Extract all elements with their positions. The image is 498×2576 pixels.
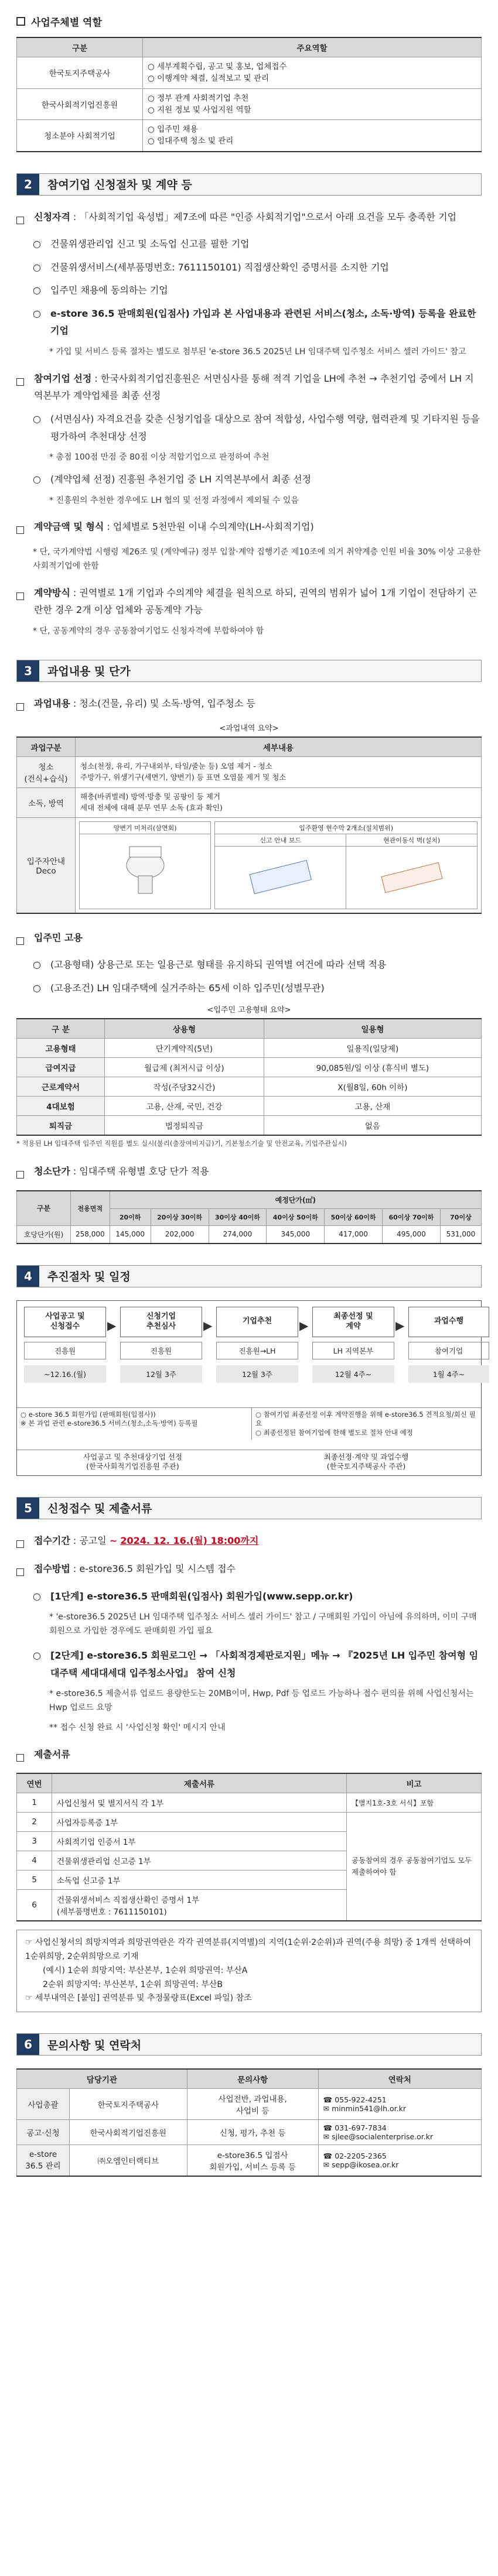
step-title: 사업공고 및 신청접수 — [24, 1307, 106, 1337]
note: ☞ 세부내역은 [붙임] 권역분류 및 추정물량표(Excel 파일) 참조 — [25, 1993, 252, 2003]
cell: 6 — [17, 1890, 52, 1921]
task-kind: 청소 (건식+습식) — [17, 757, 76, 788]
step-owner: 진흥원 — [24, 1342, 106, 1359]
col-head: 상용형 — [105, 1019, 264, 1039]
text: 「사회적기업 육성법」제7조에 따른 "인증 사회적기업"으로서 아래 요건을 모두 충족한 기업 — [79, 211, 457, 222]
cell: 월급제 (최저시급 이상) — [105, 1058, 264, 1077]
table-row — [17, 1813, 482, 1832]
role-item: 입주민 채용 — [157, 125, 198, 134]
cell: 단기계약직(5년) — [105, 1039, 264, 1058]
note: * 총점 100점 만점 중 80점 이상 적합기업으로 판정하여 추천 — [49, 453, 270, 463]
note: ○ e-store 36.5 회원가입 (판매회원(입점사)) ※ 본 과업 관련 e-store36.5 서비스(청소,소독·방역) 등록필 — [21, 1410, 198, 1428]
cell: e-store36.5 입점사 회원가입, 서비스 등록 등 — [187, 2145, 318, 2177]
list-item: ○ (계약업체 선정) 진흥원 추천기업 중 LH 지역본부에서 최종 선정 — [16, 471, 482, 488]
section-4-header — [16, 1265, 482, 1287]
docs-table — [16, 1773, 482, 1921]
label: 과업내용 — [34, 697, 70, 709]
text: 임대주택 유형별 호당 단가 적용 — [79, 1166, 209, 1177]
cell: 90,085원/일 이상 (휴식비 별도) — [264, 1058, 481, 1077]
remark: 【별지1호-3호 서식】포함 — [347, 1793, 482, 1813]
role-org: 청소분야 사회적기업 — [17, 120, 143, 152]
list-item: ○ [1단계] e-store36.5 판매회원(입점사) 회원가입(www.sepp.or.kr) — [16, 1588, 482, 1605]
list-item: ○ e-store 36.5 판매회원(입점사) 가입과 본 사업내용과 관련된 서비스(청소, 소독·방역) 등록을 완료한 기업 — [16, 305, 482, 340]
deco-sublabel: 신고 안내 보드 — [215, 834, 346, 847]
table-row — [17, 57, 482, 89]
checkbox-square-icon — [16, 592, 24, 600]
text: 권역별로 1개 기업과 수의계약 체결을 원칙으로 하되, 권역의 범위가 넓어 1개 기업이 전담하기 곤란한 경우 2개 이상 업체와 공동계약 가능 — [34, 587, 477, 616]
role-item: 지원 정보 및 사업지원 역할 — [157, 105, 251, 115]
process-step — [312, 1307, 394, 1383]
roles-col-org: 구분 — [17, 37, 143, 57]
price-cell: 417,000 — [325, 1225, 383, 1244]
price-cell: 531,000 — [440, 1225, 481, 1244]
cell: 건물위생서비스 직접생산확인 증명서 1부 (세부품명번호 : 7611150101) — [52, 1890, 347, 1921]
arrow-right-icon: ▶ — [299, 1318, 309, 1332]
task-detail: 해충(바퀴벌레) 방역·방충 및 곰팡이 등 제거 세대 전체에 대해 분무 연무 소독 (효과 확인) — [76, 788, 482, 818]
cell: 한국토지주택공사 — [70, 2089, 187, 2120]
price-cell: 345,000 — [267, 1225, 325, 1244]
cell: 3 — [17, 1832, 52, 1851]
item-text: e-store 36.5 판매회원(입점사) 가입과 본 사업내용과 관련된 서비스(청소, 소독·방역) 등록을 완료한 기업 — [50, 307, 476, 337]
role-list: ○ 세부계획수립, 공고 및 홍보, 업체접수 ○ 이행계약 체결, 실적보고 및 관리 — [143, 57, 482, 89]
s5-method: 접수방법 : e-store36.5 회원가입 및 시스템 접수 — [16, 1560, 482, 1582]
label: 접수기간 — [34, 1534, 70, 1546]
col-head: 예정단가(㎡) — [110, 1191, 481, 1209]
checkbox-square-icon — [16, 703, 24, 711]
note: * 단, 공동계약의 경우 공동참여기업도 신청자격에 부합하여야 함 — [33, 626, 264, 636]
section-title: 추진절차 및 일정 — [47, 1270, 131, 1284]
checkbox-square-icon — [16, 17, 25, 26]
table-row — [17, 788, 482, 818]
text: e-store36.5 회원가입 및 시스템 접수 — [79, 1563, 236, 1575]
cell: 건물위생관리업 신고증 1부 — [52, 1851, 347, 1871]
s5-docs — [16, 1746, 482, 1767]
deco-item — [214, 821, 477, 909]
roles-table — [16, 37, 482, 152]
col-head: 세부내용 — [76, 737, 482, 757]
text: 한국사회적기업진흥원은 서면심사를 통해 적격 기업을 LH에 추천 → 추천기업 중에서 LH 지역본부가 계약업체를 최종 선정 — [34, 372, 474, 402]
cell: X(월8일, 60h 이하) — [264, 1077, 481, 1097]
table-row — [17, 1058, 482, 1077]
label: 청소단가 — [34, 1166, 70, 1177]
contact-table — [16, 2068, 482, 2177]
process-notes — [17, 1407, 481, 1437]
table-row — [17, 2120, 482, 2145]
checkbox-square-icon — [16, 378, 24, 386]
role-item: 정부 관계 사회적기업 추천 — [157, 93, 249, 103]
s5-period: 접수기간 : 공고일 ~ 2024. 12. 16.(월) 18:00까지 — [16, 1532, 482, 1554]
task-detail: 청소(천정, 유리, 가구내외부, 타일/줄눈 등) 오염 제거 - 청소 주방가구, 위생기구(세면기, 양변기) 등 표면 오염물 제거 및 청소 — [76, 757, 482, 788]
role-list: ○ 입주민 채용 ○ 임대주택 청소 및 관리 — [143, 120, 482, 152]
table-row — [17, 88, 482, 120]
step-title: 기업추천 — [216, 1307, 298, 1337]
organizer: 최종선정·계약 및 과업수행 (한국토지주택공사 주관) — [323, 1452, 409, 1471]
item-text: (고용형태) 상용근로 또는 일용근로 형태를 유지하되 권역별 여건에 따라 선택 적용 — [50, 959, 387, 971]
text: 청소(건물, 유리) 및 소독·방역, 입주청소 등 — [79, 697, 255, 709]
contact-info[interactable]: ☎ 055-922-4251 ✉ minmin541@lh.or.kr — [318, 2089, 481, 2120]
organizer: 사업공고 및 추천대상기업 선정 (한국사회적기업진흥원 주관) — [83, 1452, 182, 1471]
process-step — [120, 1307, 202, 1383]
cell: 5 — [17, 1871, 52, 1890]
note: * 진흥원의 추천한 경우에도 LH 협의 및 선정 과정에서 제외될 수 있음 — [49, 495, 299, 505]
table-row — [17, 1793, 482, 1813]
list-item: ○ (고용형태) 상용근로 또는 일용근로 형태를 유지하되 권역별 여건에 따라 선택 적용 — [16, 956, 482, 974]
size-head: 40이상 50이하 — [267, 1208, 325, 1225]
section-number: 2 — [17, 174, 39, 195]
s3-price: 청소단가 : 임대주택 유형별 호당 단가 적용 — [16, 1163, 482, 1184]
cell: 한국사회적기업진흥원 — [70, 2120, 187, 2145]
cell: 고용, 산재, 국민, 건강 — [105, 1097, 264, 1116]
price-cell: 258,000 — [71, 1225, 110, 1244]
table-caption: <입주민 고용형태 요약> — [207, 1006, 291, 1015]
size-head: 20이상 30이하 — [151, 1208, 209, 1225]
cell: 소독업 신고증 1부 — [52, 1871, 347, 1890]
list-item: ○ 입주민 채용에 동의하는 기업 — [16, 282, 482, 299]
arrow-right-icon: ▶ — [203, 1318, 213, 1332]
process-diagram — [16, 1300, 482, 1476]
table-row — [17, 757, 482, 788]
step-owner: 진흥원→LH — [216, 1342, 298, 1359]
note: * 'e-store36.5 2025년 LH 임대주택 입주청소 서비스 셀러 가이드' 참고 / 구매회원 가입이 아님에 유의하며, 이미 구매회원으로 가입한 경우에도 판매회원 가입 필요 — [49, 1612, 477, 1636]
cell: 근로계약서 — [17, 1077, 105, 1097]
note: (예시) 1순위 희망지역: 부산본부, 1순위 희망권역: 부산A — [43, 1965, 248, 1975]
table-row — [17, 120, 482, 152]
note: ** 접수 신청 완료 시 '사업신청 확인' 메시지 안내 — [49, 1722, 226, 1732]
section-title: 과업내용 및 단가 — [47, 665, 131, 679]
checkbox-square-icon — [16, 217, 24, 224]
price-cell: 145,000 — [110, 1225, 151, 1244]
cell: ㈜오엠인터랙티브 — [70, 2145, 187, 2177]
note: * e-store36.5 제출서류 업로드 용량한도는 20MB이며, Hwp, Pdf 등 업로드 가능하나 접수 편의를 위해 사업신청서는 Hwp 업로드 요망 — [49, 1689, 474, 1712]
size-head: 70이상 — [440, 1208, 481, 1225]
note: * 단, 국가계약법 시행령 제26조 및 (계약예규) 정부 입찰·계약 집행기준 제10조에 의거 취약계층 인원 비율 30% 이상 고용한 사회적기업에 한함 — [33, 547, 481, 571]
table-row — [17, 1116, 482, 1136]
task-kind: 소독, 방역 — [17, 788, 76, 818]
section-5-header — [16, 1497, 482, 1519]
section-title: 신청접수 및 제출서류 — [47, 1502, 152, 1516]
cell: 공고·신청 — [17, 2120, 70, 2145]
col-head: 일용형 — [264, 1019, 481, 1039]
item-text: [1단계] e-store36.5 판매회원(입점사) 회원가입(www.sepp.or.kr) — [50, 1590, 353, 1602]
table-row — [17, 2145, 482, 2177]
cell: 법정퇴직금 — [105, 1116, 264, 1136]
step-date: 12월 3주 — [120, 1365, 202, 1383]
item-text: 건물위생서비스(세부품명번호: 7611150101) 직접생산확인 증명서를 소지한 기업 — [50, 261, 389, 273]
cell: 사업자등록증 1부 — [52, 1813, 347, 1832]
cell: 일용직(일당제) — [264, 1039, 481, 1058]
cell: 2 — [17, 1813, 52, 1832]
step-title: 과업수행 — [408, 1307, 489, 1337]
roles-col-role: 주요역할 — [143, 37, 482, 57]
cell: 4 — [17, 1851, 52, 1871]
table-row — [17, 1039, 482, 1058]
table-caption: <과업내역 요약> — [219, 724, 279, 734]
price-table — [16, 1190, 482, 1244]
checkbox-square-icon — [16, 937, 24, 945]
deadline: 2024. 12. 16.(월) 18:00까지 — [120, 1534, 259, 1546]
cell: 고용, 산재 — [264, 1097, 481, 1116]
table-row — [17, 817, 482, 913]
section-title: 참여기업 신청절차 및 계약 등 — [47, 179, 192, 191]
section-2-header — [16, 173, 482, 196]
cell: 사업전반, 과업내용, 사업비 등 — [187, 2089, 318, 2120]
process-step — [24, 1307, 106, 1383]
role-item: 이행계약 체결, 실적보고 및 관리 — [157, 74, 270, 84]
step-title: 최종선정 및 계약 — [312, 1307, 394, 1337]
s3-task: 과업내용 : 청소(건물, 유리) 및 소독·방역, 입주청소 등 — [16, 695, 482, 717]
item-text: 건물위생관리업 신고 및 소독업 신고를 필한 기업 — [50, 238, 250, 250]
col-head: 연번 — [17, 1773, 52, 1793]
cell: 1 — [17, 1793, 52, 1813]
role-item: 세부계획수립, 공고 및 홍보, 업체접수 — [157, 62, 287, 71]
cell: e-store 36.5 관리 — [17, 2145, 70, 2177]
task-kind: 입주자안내 Deco — [17, 817, 76, 913]
list-item: ○ (서면심사) 자격요건을 갖춘 신청기업을 대상으로 참여 적합성, 사업수행 역량, 협력관계 및 기타지원 등을 평가하여 추천대상 선정 — [16, 410, 482, 445]
section-number: 6 — [17, 2034, 39, 2055]
step-owner: 진흥원 — [120, 1342, 202, 1359]
employment-table — [16, 1018, 482, 1136]
cell: 사회적기업 인증서 1부 — [52, 1832, 347, 1851]
process-organizers — [17, 1450, 481, 1475]
label: 계약금액 및 형식 — [34, 521, 104, 533]
step-owner: 참여기업 — [408, 1342, 489, 1359]
list-item: ○ 건물위생관리업 신고 및 소독업 신고를 필한 기업 — [16, 235, 482, 253]
cell: 고용형태 — [17, 1039, 105, 1058]
deco-label: 입주환영 현수막 2개소(설치범위) — [215, 822, 477, 834]
label: 입주민 고용 — [34, 931, 83, 943]
item-text: (계약업체 선정) 진흥원 추천기업 중 LH 지역본부에서 최종 선정 — [50, 474, 312, 485]
item-text: 입주민 채용에 동의하는 기업 — [50, 285, 168, 296]
arrow-right-icon: ▶ — [107, 1318, 117, 1332]
arrow-right-icon: ▶ — [395, 1318, 405, 1332]
section-6-header — [16, 2033, 482, 2056]
deco-item — [79, 821, 211, 909]
process-step — [408, 1307, 489, 1383]
list-item: ○ (고용조건) LH 임대주택에 실거주하는 65세 이하 입주민(성별무관) — [16, 979, 482, 997]
table-row — [17, 1097, 482, 1116]
price-cell: 495,000 — [383, 1225, 441, 1244]
col-head: 비고 — [347, 1773, 482, 1793]
col-head: 제출서류 — [52, 1773, 347, 1793]
deco-label: 양변기 미처리(삼면회) — [80, 822, 210, 834]
col-head: 전용면적 — [71, 1191, 110, 1226]
checkbox-square-icon — [16, 1754, 24, 1762]
col-head: 문의사항 — [187, 2069, 318, 2089]
label: 참여기업 선정 — [34, 372, 92, 384]
section-number: 5 — [17, 1498, 39, 1519]
col-head: 연락처 — [318, 2069, 481, 2089]
deco-cell — [76, 817, 482, 913]
checkbox-square-icon — [16, 1568, 24, 1576]
section-title: 문의사항 및 연락처 — [47, 2039, 142, 2052]
role-item: 임대주택 청소 및 관리 — [157, 136, 234, 146]
deco-sublabel: 현관이동식 벽(설치) — [346, 834, 477, 847]
section-number: 4 — [17, 1266, 39, 1287]
price-cell: 202,000 — [151, 1225, 209, 1244]
price-cell: 274,000 — [209, 1225, 267, 1244]
s2-contract-amount: 계약금액 및 형식 : 업체별로 5천만원 이내 수의계약(LH-사회적기업) — [16, 518, 482, 540]
note: 2순위 희망지역: 부산본부, 1순위 희망권역: 부산B — [43, 1979, 223, 1989]
process-step — [216, 1307, 298, 1383]
toilet-image — [80, 834, 210, 909]
label: 계약방식 — [34, 587, 70, 598]
note: * 적용된 LH 입대주택 입주민 직원를 별도 실시(불리(출장여비지급)기, 기본청소기술 및 안전교육, 기업주관실시) — [16, 1139, 347, 1148]
checkbox-square-icon — [16, 1171, 24, 1179]
note: * 가입 및 서비스 등록 절차는 별도로 첨부된 'e-store 36.5 2025년 LH 임대주택 입주청소 서비스 셀러 가이드' 참고 — [49, 347, 466, 357]
label: 접수방법 — [34, 1563, 70, 1575]
cell: 작성(주당32시간) — [105, 1077, 264, 1097]
banner-image — [346, 847, 477, 909]
s3-employment — [16, 929, 482, 951]
text: 공고일 — [79, 1534, 107, 1546]
size-head: 60이상 70이하 — [383, 1208, 441, 1225]
cell: 급여지급 — [17, 1058, 105, 1077]
col-head: 담당기관 — [17, 2069, 187, 2089]
s2-qualification: 신청자격 : 「사회적기업 육성법」제7조에 따른 "인증 사회적기업"으로서 아래 요건을 모두 충족한 기업 — [16, 208, 482, 230]
step-owner: LH 지역본부 — [312, 1342, 394, 1359]
text: 업체별로 5천만원 이내 수의계약(LH-사회적기업) — [112, 521, 314, 533]
cell: 4대보험 — [17, 1097, 105, 1116]
note: ☞ 사업신청서의 희망지역과 희망권역란은 각각 권역분류(지역별)의 지역(1순위·2순위)과 권역(주용 희망) 중 1개씩 선택하여 1순위희망, 2순위희망으로 기재 — [25, 1938, 472, 1961]
item-text: [2단계] e-store36.5 회원로그인 → 「사회적경제판로지원」메뉴 → 『2025년 LH 입주민 참여형 임대주택 세대대세대 입주청소사업』 참여 신청 — [50, 1649, 479, 1678]
step-date: 12월 3주 — [216, 1365, 298, 1383]
task-table — [16, 737, 482, 914]
checkbox-square-icon — [16, 526, 24, 534]
step-date: 1월 4주~ — [408, 1365, 489, 1383]
contact-info[interactable]: ☎ 031-697-7834 ✉ sjlee@socialenterprise.or.kr — [318, 2120, 481, 2145]
role-list: ○ 정부 관계 사회적기업 추천 ○ 지원 정보 및 사업지원 역할 — [143, 88, 482, 120]
step-date: ~12.16.(월) — [24, 1365, 106, 1383]
size-head: 50이상 60이하 — [325, 1208, 383, 1225]
s2-contract-method: 계약방식 : 권역별로 1개 기업과 수의계약 체결을 원칙으로 하되, 권역의 범위가 넓어 1개 기업이 전담하기 곤란한 경우 2개 이상 업체와 공동계약 가능 — [16, 584, 482, 619]
cell: 퇴직금 — [17, 1116, 105, 1136]
remark: 공동참여의 경우 공동참여기업도 모두 제출하여야 함 — [347, 1813, 482, 1921]
contact-info[interactable]: ☎ 02-2205-2365 ✉ sepp@ikosea.or.kr — [318, 2145, 481, 2177]
col-head: 구분 — [17, 1191, 71, 1226]
table-row — [17, 1077, 482, 1097]
role-org: 한국사회적기업진흥원 — [17, 88, 143, 120]
roles-title: 사업주체별 역할 — [31, 17, 102, 29]
cell: 사업신청서 및 별지서식 각 1부 — [52, 1793, 347, 1813]
list-item: ○ [2단계] e-store36.5 회원로그인 → 「사회적경제판로지원」메뉴 → 『2025년 LH 입주민 참여형 임대주택 세대대세대 입주청소사업』 참여 신청 — [16, 1647, 482, 1681]
price-label: 호당단가(원) — [17, 1225, 71, 1244]
notes-box — [16, 1930, 482, 2012]
role-org: 한국토지주택공사 — [17, 57, 143, 89]
roles-heading — [16, 14, 482, 29]
step-title: 신청기업 추천심사 — [120, 1307, 202, 1337]
checkbox-square-icon — [16, 1540, 24, 1548]
col-head: 과업구분 — [17, 737, 76, 757]
size-head: 30이상 40이하 — [209, 1208, 267, 1225]
cell: 사업총괄 — [17, 2089, 70, 2120]
label: 제출서류 — [34, 1748, 70, 1760]
s2-selection: 참여기업 선정 : 한국사회적기업진흥원은 서면심사를 통해 적격 기업을 LH에 추천 → 추천기업 중에서 LH 지역본부가 계약업체를 최종 선정 — [16, 370, 482, 405]
list-item: ○ 건물위생서비스(세부품명번호: 7611150101) 직접생산확인 증명서를 소지한 기업 — [16, 259, 482, 276]
cell: 신청, 평가, 추천 등 — [187, 2120, 318, 2145]
item-text: (고용조건) LH 임대주택에 실거주하는 65세 이하 입주민(성별무관) — [50, 982, 325, 994]
cell: 없음 — [264, 1116, 481, 1136]
section-3-header — [16, 660, 482, 682]
note: ○ 참여기업 최종선정 이후 계약진행을 위해 e-store36.5 견적요청/회신 필요 ○ 최종선정된 참여기업에 한해 별도로 절차 안내 예정 — [251, 1408, 481, 1440]
size-head: 20이하 — [110, 1208, 151, 1225]
table-row — [17, 2089, 482, 2120]
board-image — [215, 847, 346, 909]
col-head: 구 분 — [17, 1019, 105, 1039]
item-text: (서면심사) 자격요건을 갖춘 신청기업을 대상으로 참여 적합성, 사업수행 역량, 협력관계 및 기타지원 등을 평가하여 추천대상 선정 — [50, 413, 480, 442]
label: 신청자격 — [34, 211, 70, 222]
step-date: 12월 4주~ — [312, 1365, 394, 1383]
table-row — [17, 1225, 482, 1244]
section-number: 3 — [17, 660, 39, 681]
